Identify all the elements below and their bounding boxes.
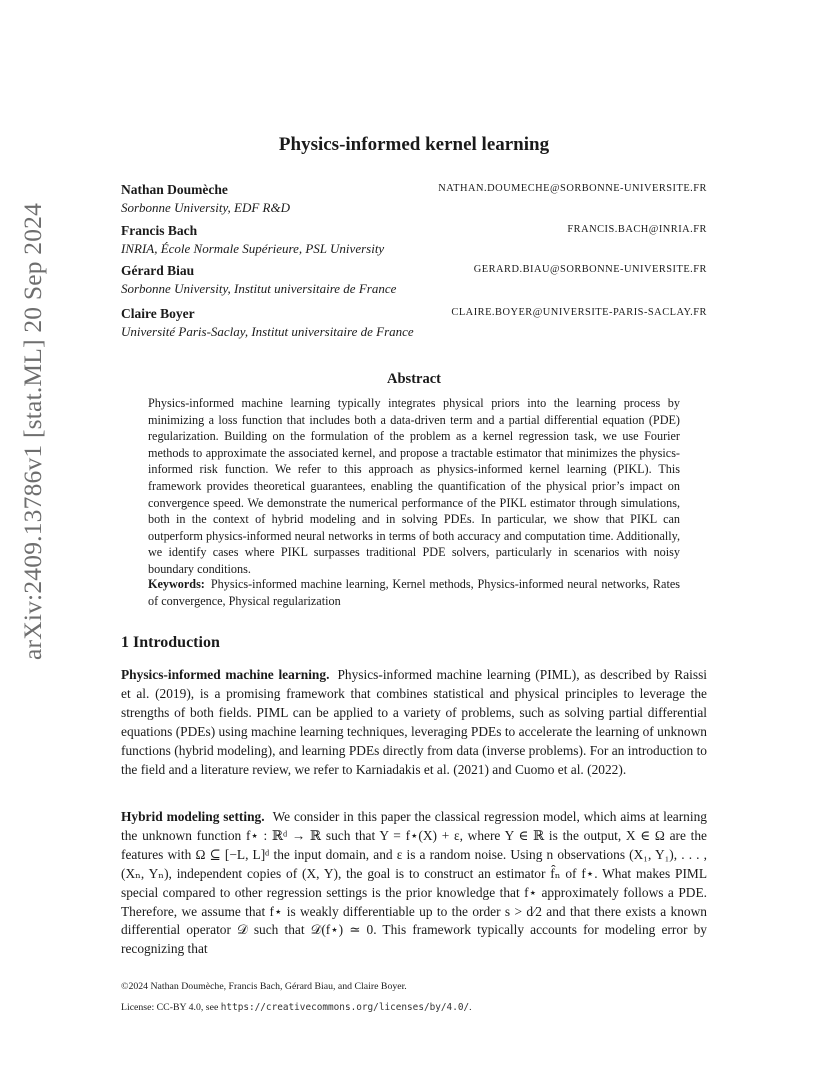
author-affiliation: INRIA, École Normale Supérieure, PSL University <box>121 241 385 256</box>
arxiv-identifier: arXiv:2409.13786v1 [stat.ML] 20 Sep 2024 <box>18 202 47 660</box>
license-footnote <box>121 1002 472 1013</box>
author-affiliation: Sorbonne University, EDF R&D <box>121 200 290 215</box>
author-affiliation: Université Paris-Saclay, Institut universitaire de France <box>121 324 414 339</box>
paper-title: Physics-informed kernel learning <box>278 134 550 155</box>
paragraph <box>121 666 707 779</box>
paragraph-lead: Physics-informed machine learning. <box>121 667 330 682</box>
paragraph-text: We consider in this paper the classical regression model, which aims at learning the unknown function f⋆ : ℝᵈ → ℝ such that Y = f⋆(X) + ε, where Y ∈ ℝ is the output, X ∈ Ω are the features with Ω ⊆ [−L, L]ᵈ the input domain, and ε is a random noise. Using n observations (X₁, Y₁), . . . , (Xₙ, Yₙ), independent copies of (X, Y), the goal is to construct an estimator f̂ₙ of f⋆. What makes PIML special compared to other regression settings is the prior knowledge that f⋆ approximately follows a PDE. Therefore, we assume that f⋆ is weakly differentiable up to the order s > d⁄2 and that there exists a known differential operator 𝒟 such that 𝒟(f⋆) ≃ 0. This framework typically accounts for modeling error by recognizing that <box>121 809 707 957</box>
author-email: GERARD.BIAU@SORBONNE-UNIVERSITE.FR <box>473 264 707 275</box>
author-block <box>121 262 707 298</box>
abstract-heading: Abstract <box>387 371 441 387</box>
copyright-footnote: ©2024 Nathan Doumèche, Francis Bach, Gérard Biau, and Claire Boyer. <box>121 981 407 992</box>
paragraph-lead: Hybrid modeling setting. <box>121 809 265 824</box>
keywords-text: Physics-informed machine learning, Kernel methods, Physics-informed neural networks, Rates of convergence, Physical regularization <box>148 577 680 608</box>
author-email: NATHAN.DOUMECHE@SORBONNE-UNIVERSITE.FR <box>438 183 707 194</box>
author-name: Claire Boyer <box>121 306 195 321</box>
license-link[interactable]: https://creativecommons.org/licenses/by/4.0/ <box>220 1002 470 1013</box>
keywords <box>148 576 680 609</box>
author-block <box>121 222 707 258</box>
author-name: Gérard Biau <box>121 263 195 278</box>
abstract-text: Physics-informed machine learning typically integrates physical priors into the learning process by minimizing a loss function that includes both a data-driven term and a partial differential equation (PDE) regularization. Building on the formulation of the problem as a kernel regression task, we use Fourier methods to approximate the associated kernel, and propose a tractable estimator that minimizes the physics-informed risk function. We refer to this approach as physics-informed kernel learning (PIKL). This framework provides theoretical guarantees, enabling the quantification of the physical prior’s impact on convergence speed. We demonstrate the numerical performance of the PIKL estimator through simulations, both in the context of hybrid modeling and in solving PDEs. In particular, we show that PIKL can outperform physics-informed neural networks in terms of both accuracy and computation time. Additionally, we identify cases where PIKL surpasses traditional PDE solvers, particularly in scenarios with noisy boundary conditions. <box>148 396 680 576</box>
keywords-label: Keywords: <box>148 577 205 591</box>
author-affiliation: Sorbonne University, Institut universitaire de France <box>121 281 397 296</box>
paragraph-text: Physics-informed machine learning (PIML), as described by Raissi et al. (2019), is a promising framework that combines statistical and physical principles to leverage the strengths of both fields. PIML can be applied to a variety of problems, such as solving partial differential equations (PDEs) using machine learning techniques, leveraging PDEs to accelerate the learning of unknown functions (hybrid modeling), and learning PDEs directly from data (inverse problems). For an introduction to the field and a literature review, we refer to Karniadakis et al. (2021) and Cuomo et al. (2022). <box>121 667 708 777</box>
license-end: . <box>469 1002 472 1013</box>
author-name: Francis Bach <box>121 223 198 238</box>
author-name: Nathan Doumèche <box>121 182 228 197</box>
paragraph <box>121 808 707 959</box>
author-email: FRANCIS.BACH@INRIA.FR <box>567 224 707 235</box>
license-label: License: CC-BY 4.0, see <box>121 1002 219 1013</box>
author-block <box>121 181 707 217</box>
author-block <box>121 305 707 341</box>
author-email: CLAIRE.BOYER@UNIVERSITE-PARIS-SACLAY.FR <box>451 307 707 318</box>
section-heading: 1 Introduction <box>121 634 220 651</box>
